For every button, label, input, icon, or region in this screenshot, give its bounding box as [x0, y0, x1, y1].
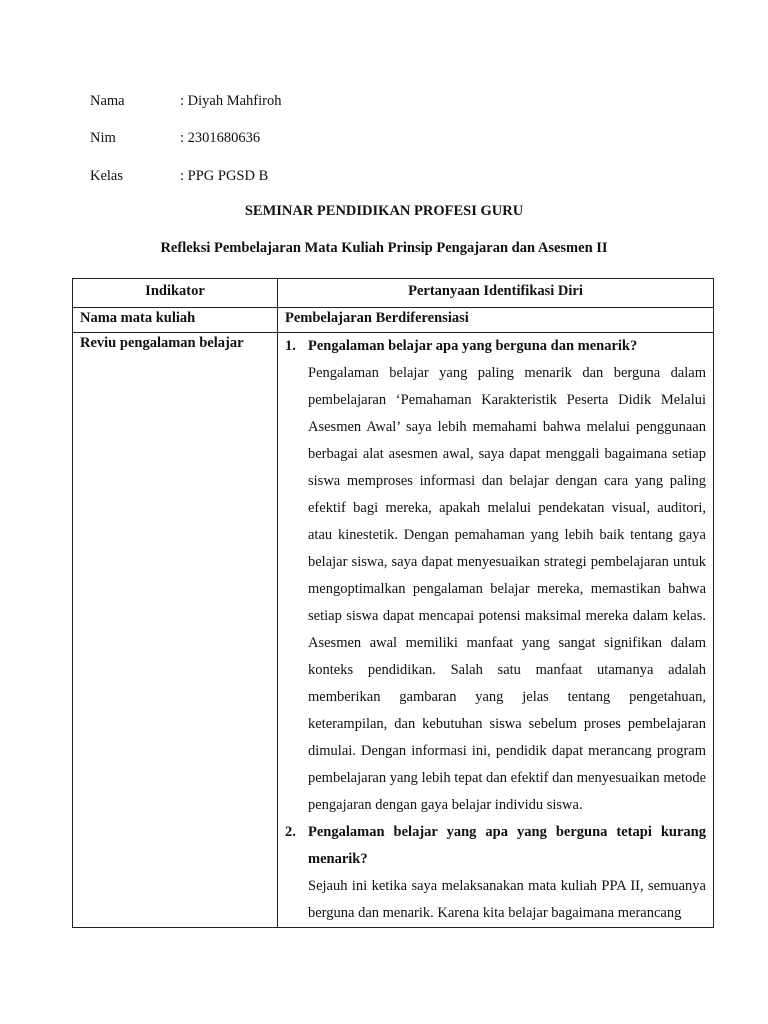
document-title: SEMINAR PENDIDIKAN PROFESI GURU: [244, 203, 524, 219]
class-label: Kelas: [90, 168, 124, 184]
table-row: [73, 308, 714, 333]
name-value: : Diyah Mahfiroh: [180, 93, 282, 109]
name-label: Nama: [90, 93, 125, 109]
nim-label: Nim: [90, 130, 116, 146]
header-indikator: Indikator: [73, 279, 278, 308]
table-header-row: [73, 279, 714, 308]
document-subtitle: Refleksi Pembelajaran Mata Kuliah Prinsip Pengajaran dan Asesmen II: [160, 240, 608, 256]
question-item: [285, 819, 706, 927]
question-answer: Pengalaman belajar yang paling menarik dan berguna dalam pembelajaran ‘Pemahaman Karakteristik Peserta Didik Melalui Asesmen Awal’ saya lebih memahami bahwa melalui penggunaan berbagai alat asesmen awal, saya dapat menggali bagaimana setiap siswa memproses informasi dan belajar dengan cara yang paling efektif bagi mereka, apakah melalui pendekatan visual, auditori, atau kinestetik. Dengan pemahaman yang lebih baik tentang gaya belajar siswa, saya dapat menyesuaikan strategi pembelajaran untuk mengoptimalkan pengalaman belajar mereka, memastikan bahwa setiap siswa dapat mencapai potensi maksimal mereka dalam kelas. Asesmen awal memiliki manfaat yang sangat signifikan dalam konteks pendidikan. Salah satu manfaat utamanya adalah memberikan gambaran yang jelas tentang pengetahuan, keterampilan, dan kebutuhan siswa sebelum proses pembelajaran dimulai. Dengan informasi ini, pendidik dapat merancang program pembelajaran yang lebih tepat dan efektif dan menyesuaikan metode pengajaran dengan gaya belajar individu siswa.: [308, 365, 706, 813]
question-item: [285, 333, 706, 819]
question-title: Pengalaman belajar yang apa yang berguna tetapi kurang menarik?: [308, 824, 706, 867]
reflection-table: [72, 278, 714, 928]
question-number: 2.: [285, 824, 296, 840]
nim-value: : 2301680636: [180, 130, 261, 146]
question-answer: Sejauh ini ketika saya melaksanakan mata kuliah PPA II, semuanya berguna dan menarik. Karena kita belajar bagaimana merancang: [308, 878, 706, 921]
class-value: : PPG PGSD B: [180, 168, 269, 184]
review-label: Reviu pengalaman belajar: [73, 333, 278, 928]
course-value: Pembelajaran Berdiferensiasi: [278, 308, 714, 333]
question-title: Pengalaman belajar apa yang berguna dan menarik?: [308, 338, 638, 354]
question-number: 1.: [285, 338, 296, 354]
table-row: [73, 333, 714, 928]
review-questions-cell: [278, 333, 714, 928]
header-pertanyaan: Pertanyaan Identifikasi Diri: [278, 279, 714, 308]
course-label: Nama mata kuliah: [73, 308, 278, 333]
